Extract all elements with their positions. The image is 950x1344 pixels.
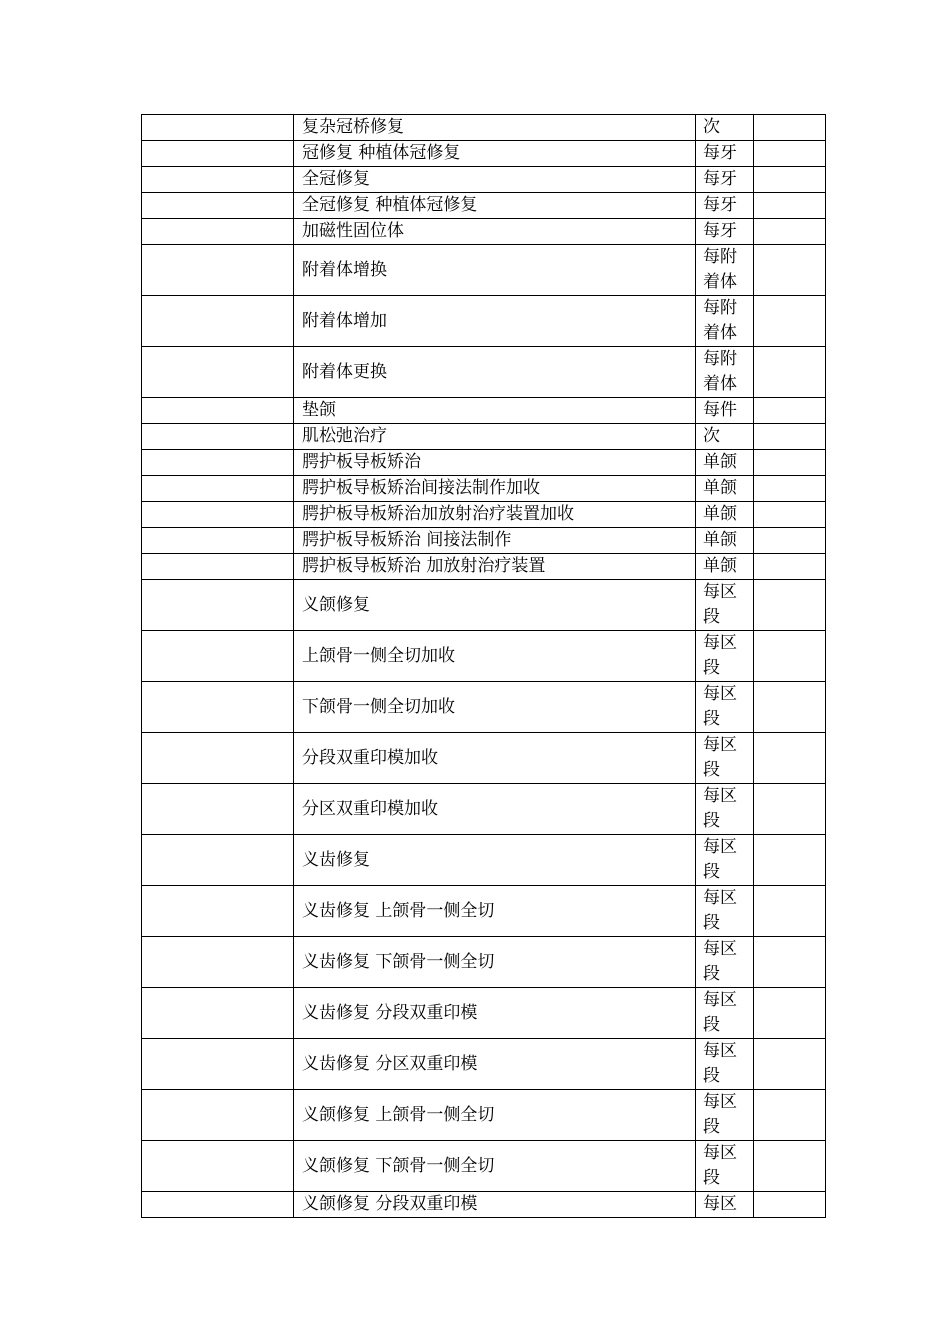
- code-cell: [142, 528, 294, 554]
- unit-cell: 每件: [696, 398, 754, 424]
- unit-cell: 每区段: [696, 1141, 754, 1192]
- item-name-cell: 腭护板导板矫治间接法制作加收: [294, 476, 696, 502]
- table-row: [142, 167, 826, 193]
- table-row: [142, 682, 826, 733]
- table-row: [142, 1192, 826, 1218]
- remark-cell: [754, 167, 826, 193]
- code-cell: [142, 502, 294, 528]
- table-row: [142, 580, 826, 631]
- code-cell: [142, 1141, 294, 1192]
- table-row: [142, 835, 826, 886]
- item-name-cell: 义颌修复 分段双重印模: [294, 1192, 696, 1218]
- item-name-cell: 腭护板导板矫治 加放射治疗装置: [294, 554, 696, 580]
- item-name-cell: 附着体增加: [294, 296, 696, 347]
- item-name-cell: 肌松弛治疗: [294, 424, 696, 450]
- remark-cell: [754, 115, 826, 141]
- item-name-cell: 下颌骨一侧全切加收: [294, 682, 696, 733]
- item-name-cell: 加磁性固位体: [294, 219, 696, 245]
- item-name-cell: 分段双重印模加收: [294, 733, 696, 784]
- unit-cell: 单颌: [696, 502, 754, 528]
- item-name-cell: 附着体更换: [294, 347, 696, 398]
- unit-cell: 每区段: [696, 784, 754, 835]
- remark-cell: [754, 580, 826, 631]
- item-name-cell: 上颌骨一侧全切加收: [294, 631, 696, 682]
- table-row: [142, 1039, 826, 1090]
- remark-cell: [754, 733, 826, 784]
- unit-cell: 每区段: [696, 733, 754, 784]
- item-name-cell: 义齿修复 分区双重印模: [294, 1039, 696, 1090]
- remark-cell: [754, 1039, 826, 1090]
- unit-cell: 每区段: [696, 631, 754, 682]
- item-name-cell: 义颌修复 下颌骨一侧全切: [294, 1141, 696, 1192]
- item-name-cell: 垫颌: [294, 398, 696, 424]
- item-name-cell: 义颌修复 上颌骨一侧全切: [294, 1090, 696, 1141]
- remark-cell: [754, 835, 826, 886]
- remark-cell: [754, 296, 826, 347]
- unit-cell: 每区段: [696, 1090, 754, 1141]
- table-row: [142, 141, 826, 167]
- remark-cell: [754, 886, 826, 937]
- table-row: [142, 528, 826, 554]
- unit-cell: 每牙: [696, 193, 754, 219]
- item-name-cell: 义颌修复: [294, 580, 696, 631]
- code-cell: [142, 476, 294, 502]
- item-name-cell: 全冠修复 种植体冠修复: [294, 193, 696, 219]
- table-row: [142, 886, 826, 937]
- remark-cell: [754, 450, 826, 476]
- unit-cell: 每附着体: [696, 245, 754, 296]
- remark-cell: [754, 528, 826, 554]
- code-cell: [142, 1090, 294, 1141]
- table-row: [142, 937, 826, 988]
- unit-cell: 每附着体: [696, 296, 754, 347]
- unit-cell: 单颌: [696, 476, 754, 502]
- remark-cell: [754, 988, 826, 1039]
- item-name-cell: 分区双重印模加收: [294, 784, 696, 835]
- unit-cell: 每区段: [696, 1039, 754, 1090]
- table-row: [142, 1141, 826, 1192]
- unit-cell: 每区段: [696, 988, 754, 1039]
- code-cell: [142, 835, 294, 886]
- unit-cell: 每附着体: [696, 347, 754, 398]
- remark-cell: [754, 1090, 826, 1141]
- item-name-cell: 腭护板导板矫治加放射治疗装置加收: [294, 502, 696, 528]
- code-cell: [142, 784, 294, 835]
- unit-cell: 每区: [696, 1192, 754, 1218]
- remark-cell: [754, 554, 826, 580]
- table-row: [142, 398, 826, 424]
- code-cell: [142, 141, 294, 167]
- item-name-cell: 义齿修复: [294, 835, 696, 886]
- item-name-cell: 冠修复 种植体冠修复: [294, 141, 696, 167]
- remark-cell: [754, 1192, 826, 1218]
- pricing-table: [141, 114, 826, 1218]
- item-name-cell: 全冠修复: [294, 167, 696, 193]
- remark-cell: [754, 347, 826, 398]
- remark-cell: [754, 502, 826, 528]
- code-cell: [142, 398, 294, 424]
- code-cell: [142, 631, 294, 682]
- remark-cell: [754, 784, 826, 835]
- table-row: [142, 502, 826, 528]
- unit-cell: 单颌: [696, 450, 754, 476]
- table-row: [142, 115, 826, 141]
- item-name-cell: 腭护板导板矫治 间接法制作: [294, 528, 696, 554]
- table-row: [142, 424, 826, 450]
- unit-cell: 每区段: [696, 682, 754, 733]
- unit-cell: 每牙: [696, 219, 754, 245]
- code-cell: [142, 937, 294, 988]
- remark-cell: [754, 682, 826, 733]
- table-row: [142, 988, 826, 1039]
- code-cell: [142, 580, 294, 631]
- remark-cell: [754, 219, 826, 245]
- item-name-cell: 义齿修复 下颌骨一侧全切: [294, 937, 696, 988]
- unit-cell: 每区段: [696, 937, 754, 988]
- code-cell: [142, 424, 294, 450]
- code-cell: [142, 988, 294, 1039]
- code-cell: [142, 554, 294, 580]
- code-cell: [142, 347, 294, 398]
- unit-cell: 每牙: [696, 167, 754, 193]
- code-cell: [142, 193, 294, 219]
- table-row: [142, 245, 826, 296]
- code-cell: [142, 682, 294, 733]
- unit-cell: 每牙: [696, 141, 754, 167]
- unit-cell: 次: [696, 424, 754, 450]
- code-cell: [142, 115, 294, 141]
- code-cell: [142, 733, 294, 784]
- table-row: [142, 1090, 826, 1141]
- table-row: [142, 784, 826, 835]
- table-body: [142, 115, 826, 1218]
- table-row: [142, 219, 826, 245]
- code-cell: [142, 296, 294, 347]
- unit-cell: 单颌: [696, 554, 754, 580]
- remark-cell: [754, 398, 826, 424]
- code-cell: [142, 886, 294, 937]
- item-name-cell: 义齿修复 上颌骨一侧全切: [294, 886, 696, 937]
- remark-cell: [754, 476, 826, 502]
- item-name-cell: 腭护板导板矫治: [294, 450, 696, 476]
- remark-cell: [754, 245, 826, 296]
- unit-cell: 每区段: [696, 580, 754, 631]
- remark-cell: [754, 631, 826, 682]
- table-row: [142, 450, 826, 476]
- code-cell: [142, 245, 294, 296]
- remark-cell: [754, 1141, 826, 1192]
- remark-cell: [754, 937, 826, 988]
- table-row: [142, 476, 826, 502]
- remark-cell: [754, 424, 826, 450]
- code-cell: [142, 1039, 294, 1090]
- remark-cell: [754, 193, 826, 219]
- table-row: [142, 554, 826, 580]
- table-row: [142, 631, 826, 682]
- unit-cell: 每区段: [696, 835, 754, 886]
- code-cell: [142, 167, 294, 193]
- item-name-cell: 义齿修复 分段双重印模: [294, 988, 696, 1039]
- item-name-cell: 复杂冠桥修复: [294, 115, 696, 141]
- table-row: [142, 733, 826, 784]
- remark-cell: [754, 141, 826, 167]
- table-row: [142, 347, 826, 398]
- code-cell: [142, 219, 294, 245]
- item-name-cell: 附着体增换: [294, 245, 696, 296]
- unit-cell: 每区段: [696, 886, 754, 937]
- unit-cell: 次: [696, 115, 754, 141]
- table-row: [142, 193, 826, 219]
- code-cell: [142, 450, 294, 476]
- table-row: [142, 296, 826, 347]
- unit-cell: 单颌: [696, 528, 754, 554]
- code-cell: [142, 1192, 294, 1218]
